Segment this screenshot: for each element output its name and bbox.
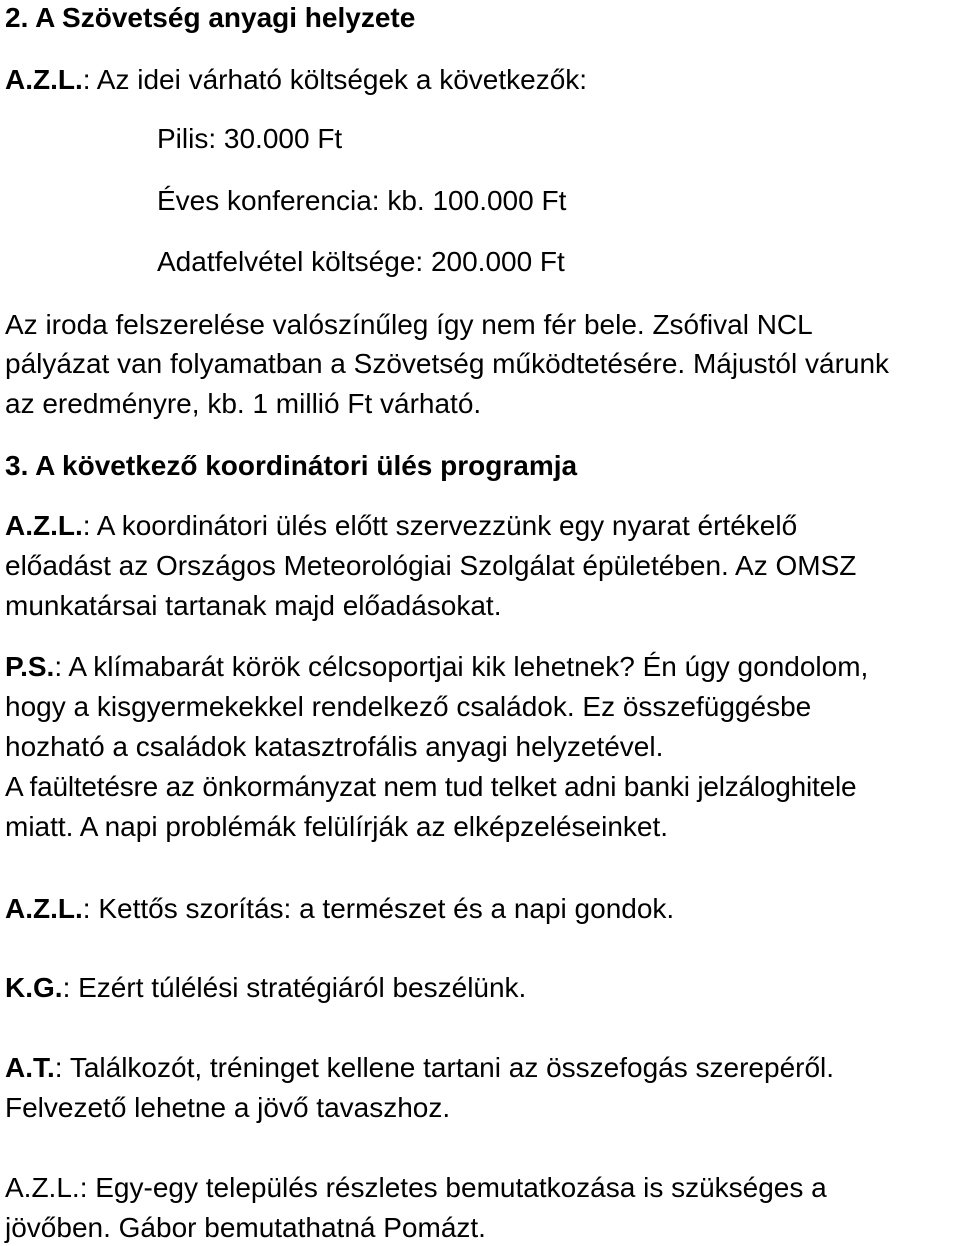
azl-costs-intro <box>5 64 587 96</box>
speaker-label: A.Z.L. <box>5 893 83 924</box>
paragraph-line: az eredményre, kb. 1 millió Ft várható. <box>5 388 482 419</box>
cost-item-conference: Éves konferencia: kb. 100.000 Ft <box>157 185 567 216</box>
azl-double-squeeze-line <box>5 893 674 925</box>
speaker-text: : A klímabarát körök célcsoportjai kik lehetnek? Én úgy gondolom, <box>54 651 869 682</box>
speaker-label: A.T. <box>5 1052 55 1083</box>
speaker-label: A.Z.L. <box>5 510 83 541</box>
at-line <box>5 1052 834 1084</box>
cost-item-pilis: Pilis: 30.000 Ft <box>157 123 343 154</box>
azl-settlement-line: A.Z.L.: Egy-egy település részletes bemutatkozása is szükséges a <box>5 1172 827 1203</box>
speaker-label: P.S. <box>5 651 55 682</box>
paragraph-line: munkatársai tartanak majd előadásokat. <box>5 590 502 621</box>
ps-line <box>5 651 868 683</box>
speaker-text: : Az idei várható költségek a következők: <box>82 64 588 95</box>
paragraph-line: pályázat van folyamatban a Szövetség működtetésére. Májustól várunk <box>5 348 890 379</box>
speaker-text: : Ezért túlélési stratégiáról beszélünk. <box>62 972 527 1003</box>
paragraph-line: előadást az Országos Meteorológiai Szolgálat épületében. Az OMSZ <box>5 550 857 581</box>
section-2-heading: 2. A Szövetség anyagi helyzete <box>5 2 416 33</box>
azl-program-line <box>5 510 797 542</box>
speaker-label: K.G. <box>5 972 63 1003</box>
paragraph-line: miatt. A napi problémák felülírják az elképzeléseinket. <box>5 811 669 842</box>
section-3-heading: 3. A következő koordinátori ülés programja <box>5 450 578 481</box>
kg-line <box>5 972 526 1004</box>
speaker-label: A.Z.L. <box>5 64 83 95</box>
paragraph-line: A faültetésre az önkormányzat nem tud telket adni banki jelzáloghitele <box>5 771 857 802</box>
speaker-text: : Kettős szorítás: a természet és a napi gondok. <box>82 893 675 924</box>
cost-item-survey: Adatfelvétel költsége: 200.000 Ft <box>157 246 565 277</box>
paragraph-line: hozható a családok katasztrofális anyagi helyzetével. <box>5 731 664 762</box>
paragraph-line: Felvezető lehetne a jövő tavaszhoz. <box>5 1092 451 1123</box>
speaker-text: : A koordinátori ülés előtt szervezzünk egy nyarat értékelő <box>82 510 798 541</box>
paragraph-line: Az iroda felszerelése valószínűleg így nem fér bele. Zsófival NCL <box>5 309 813 340</box>
speaker-text: : Találkozót, tréninget kellene tartani az összefogás szerepéről. <box>54 1052 835 1083</box>
paragraph-line: jövőben. Gábor bemutathatná Pomázt. <box>5 1212 486 1243</box>
paragraph-line: hogy a kisgyermekekkel rendelkező családok. Ez összefüggésbe <box>5 691 812 722</box>
